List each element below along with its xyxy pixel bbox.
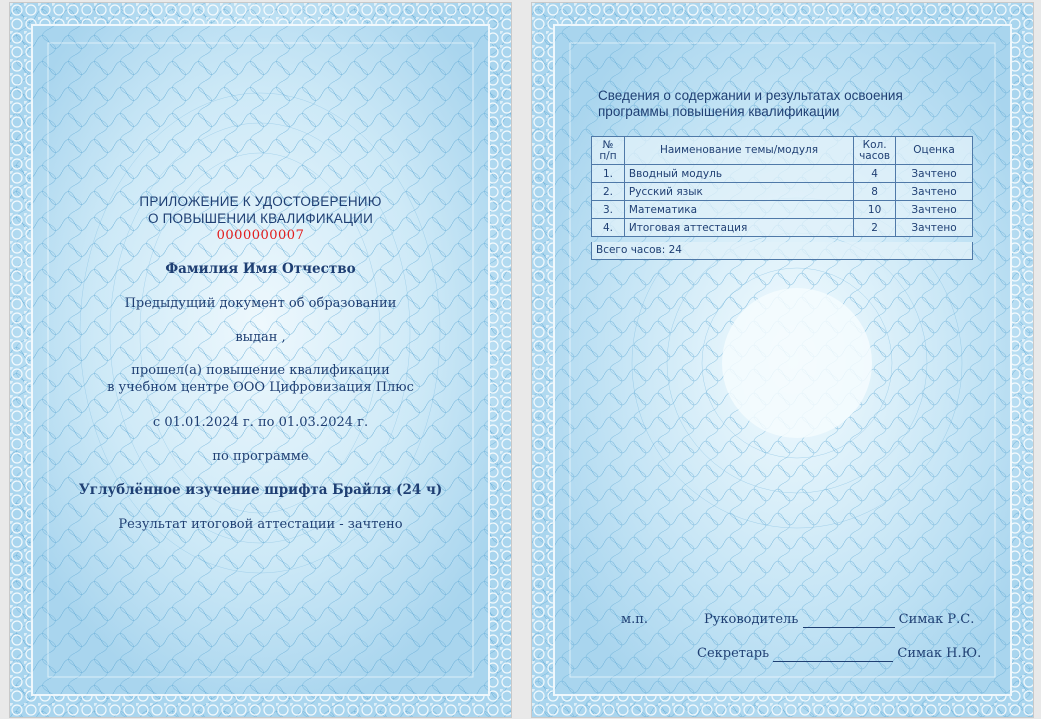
header-hours [854,137,896,165]
director-name: Симак Р.С. [898,612,975,627]
header-module-name: Наименование темы/модуля [624,137,853,165]
passed-line-2: в учебном центре ООО Цифровизация Плюс [107,380,414,395]
header-hours-line-2: часов [859,149,891,162]
row-grade: Зачтено [896,165,973,183]
certificate-page-left [9,2,512,718]
row-module-name: Итоговая аттестация [624,219,853,237]
certificate-page-right [531,2,1034,718]
content-title-line-2: программы повышения квалификации [598,104,840,119]
row-module-name: Математика [624,201,853,219]
row-number: 3. [592,201,625,219]
title-line-2: О ПОВЫШЕНИИ КВАЛИФИКАЦИИ [147,211,373,226]
table-row [592,201,973,219]
row-hours: 4 [854,165,896,183]
row-grade: Зачтено [896,201,973,219]
attestation-result: Результат итоговой аттестации - зачтено [118,517,403,532]
program-name: Углублённое изучение шрифта Брайля (24 ч) [78,482,443,498]
table-row [592,165,973,183]
director-signature [704,612,974,628]
modules-table [591,136,973,237]
row-module-name: Вводный модуль [624,165,853,183]
study-period: с 01.01.2024 г. по 01.03.2024 г. [152,415,369,430]
stamp-place-label: м.п. [621,612,649,627]
director-signature-line [803,614,895,628]
by-program-label: по программе [212,449,309,464]
row-hours: 2 [854,219,896,237]
table-row [592,219,973,237]
header-number [592,137,625,165]
row-number: 2. [592,183,625,201]
title-line-1: ПРИЛОЖЕНИЕ К УДОСТОВЕРЕНИЮ [139,194,382,209]
header-hours-line-1: Кол. [862,138,887,151]
content-title-line-1: Сведения о содержании и результатах освоения [598,88,903,103]
issued-text: выдан , [235,330,286,345]
row-module-name: Русский язык [624,183,853,201]
row-grade: Зачтено [896,219,973,237]
secretary-signature-line [773,648,893,662]
row-number: 1. [592,165,625,183]
total-hours: Всего часов: 24 [591,242,973,260]
header-number-line-1: № [602,138,614,151]
previous-document: Предыдущий документ об образовании [124,296,397,311]
header-grade: Оценка [896,137,973,165]
secretary-label: Секретарь [697,646,770,661]
content-title [598,88,958,120]
row-hours: 8 [854,183,896,201]
table-row [592,183,973,201]
header-number-line-2: п/п [599,149,617,162]
secretary-name: Симак Н.Ю. [897,646,982,661]
person-name: Фамилия Имя Отчество [165,261,356,277]
passed-line-1: прошел(а) повышение квалификации [131,363,390,378]
row-grade: Зачтено [896,183,973,201]
director-label: Руководитель [704,612,799,627]
certificate-number: 0000000007 [216,228,305,243]
table-header-row [592,137,973,165]
row-hours: 10 [854,201,896,219]
row-number: 4. [592,219,625,237]
secretary-signature [697,646,981,662]
